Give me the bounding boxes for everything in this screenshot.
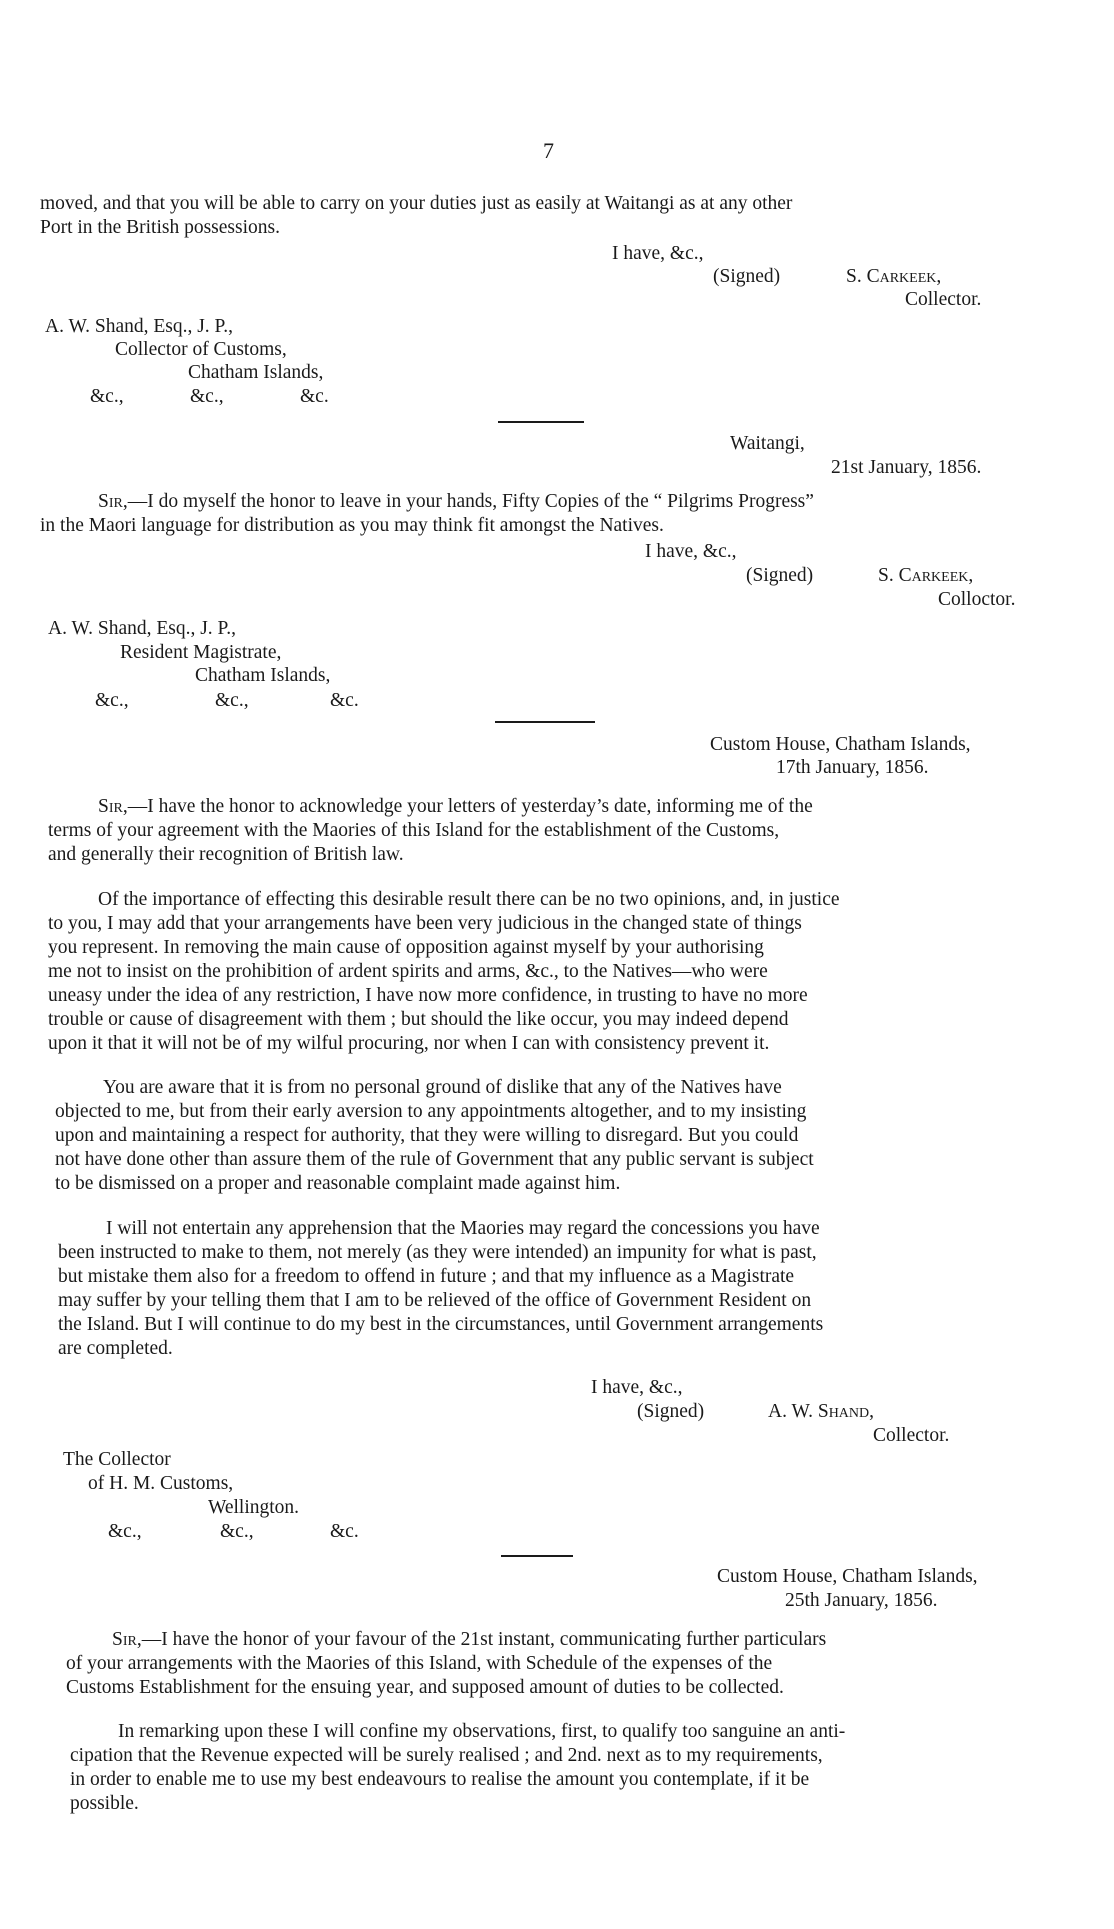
letter3-p3-line-2: objected to me, but from their early aversion to any appointments altogether, and to my insisting xyxy=(55,1101,807,1122)
letter4-date: 25th January, 1856. xyxy=(785,1590,938,1611)
letter3-salutation: Sir, xyxy=(98,796,128,817)
address1-etc-3: &c. xyxy=(300,386,329,407)
address3-etc-2: &c., xyxy=(220,1521,254,1542)
letter2-salutation: Sir, xyxy=(98,491,128,512)
letter3-p2-line-4: me not to insist on the prohibition of ardent spirits and arms, &c., to the Natives—who were xyxy=(48,961,768,982)
address2-etc-2: &c., xyxy=(215,690,249,711)
letter3-p3-line-4: not have done other than assure them of the rule of Government that any public servant is subject xyxy=(55,1149,814,1170)
address1-line-3: Chatham Islands, xyxy=(188,362,324,383)
letter4-p2-line-4: possible. xyxy=(70,1793,139,1814)
letter1-signatory: S. Carkeek, xyxy=(846,266,942,287)
letter2-signed: (Signed) xyxy=(746,565,814,586)
letter2-i-have: I have, &c., xyxy=(645,541,737,562)
letter3-p4-line-6: are completed. xyxy=(58,1338,173,1359)
letter4-p2-line-2: cipation that the Revenue expected will be surely realised ; and 2nd. next as to my requirements, xyxy=(70,1745,823,1766)
continuation-line-2: Port in the British possessions. xyxy=(40,217,280,238)
letter1-i-have: I have, &c., xyxy=(612,243,704,264)
letter3-p1-line-2: terms of your agreement with the Maories of this Island for the establishment of the Customs, xyxy=(48,820,780,841)
letter3-p2-line-7: upon it that it will not be of my wilful procuring, nor when I can with consistency prevent it. xyxy=(48,1033,770,1054)
letter2-body-line-2: in the Maori language for distribution as you may think fit amongst the Natives. xyxy=(40,515,664,536)
address3-line-2: of H. M. Customs, xyxy=(88,1473,234,1494)
letter4-p1-line-2: of your arrangements with the Maories of this Island, with Schedule of the expenses of the xyxy=(66,1653,773,1674)
letter3-p3-line-3: upon and maintaining a respect for authority, that they were willing to disregard. But you could xyxy=(55,1125,799,1146)
letter3-p2-line-5: uneasy under the idea of any restriction, I have now more confidence, in trusting to have no more xyxy=(48,985,808,1006)
letter4-p2-line-1: In remarking upon these I will confine my observations, first, to qualify too sanguine an anti- xyxy=(118,1721,846,1742)
address1-line-1: A. W. Shand, Esq., J. P., xyxy=(45,316,233,337)
letter3-signatory-title: Collector. xyxy=(873,1425,950,1446)
letter3-p4-line-1: I will not entertain any apprehension that the Maories may regard the concessions you have xyxy=(106,1218,820,1239)
address2-line-1: A. W. Shand, Esq., J. P., xyxy=(48,618,236,639)
continuation-line-1: moved, and that you will be able to carry on your duties just as easily at Waitangi as at any other xyxy=(40,193,793,214)
letter4-salutation: Sir, xyxy=(112,1629,142,1650)
address3-line-3: Wellington. xyxy=(208,1497,300,1518)
letter1-signed: (Signed) xyxy=(713,266,781,287)
address2-line-2: Resident Magistrate, xyxy=(120,642,282,663)
letter3-place: Custom House, Chatham Islands, xyxy=(710,734,971,755)
letter4-p1-line-3: Customs Establishment for the ensuing year, and supposed amount of duties to be collected. xyxy=(66,1677,784,1698)
letter4-p2-line-3: in order to enable me to use my best endeavours to realise the amount you contemplate, if it be xyxy=(70,1769,810,1790)
letter3-signatory: A. W. Shand, xyxy=(768,1401,875,1422)
address3-etc-1: &c., xyxy=(108,1521,142,1542)
letter2-date: 21st January, 1856. xyxy=(831,457,982,478)
address2-etc-3: &c. xyxy=(330,690,359,711)
letter3-p4-line-3: but mistake them also for a freedom to offend in future ; and that my influence as a Magistrate xyxy=(58,1266,795,1287)
letter1-signatory-title: Collector. xyxy=(905,289,982,310)
divider-rule-3 xyxy=(501,1555,573,1557)
letter3-p1-line-1 xyxy=(98,795,813,819)
address2-etc-1: &c., xyxy=(95,690,129,711)
letter3-i-have: I have, &c., xyxy=(591,1377,683,1398)
letter3-p1-text-1: —I have the honor to acknowledge your letters of yesterday’s date, informing me of the xyxy=(127,796,813,817)
letter4-p1-text-1: —I have the honor of your favour of the 21st instant, communicating further particulars xyxy=(141,1629,827,1650)
address3-line-1: The Collector xyxy=(63,1449,171,1470)
page-number: 7 xyxy=(543,138,554,163)
letter3-p3-line-5: to be dismissed on a proper and reasonable complaint made against him. xyxy=(55,1173,621,1194)
address1-etc-1: &c., xyxy=(90,386,124,407)
address3-etc-3: &c. xyxy=(330,1521,359,1542)
divider-rule-2 xyxy=(495,721,595,723)
divider-rule-1 xyxy=(498,421,584,423)
letter3-p4-line-4: may suffer by your telling them that I am to be relieved of the office of Government Resident on xyxy=(58,1290,812,1311)
address1-line-2: Collector of Customs, xyxy=(115,339,287,360)
letter3-p3-line-1: You are aware that it is from no personal ground of dislike that any of the Natives have xyxy=(103,1077,782,1098)
letter3-p2-line-1: Of the importance of effecting this desirable result there can be no two opinions, and, in justice xyxy=(98,889,840,910)
letter3-date: 17th January, 1856. xyxy=(776,757,929,778)
letter2-body-line-1 xyxy=(98,490,814,514)
letter3-p2-line-2: to you, I may add that your arrangements have been very judicious in the changed state of things xyxy=(48,913,802,934)
letter4-place: Custom House, Chatham Islands, xyxy=(717,1566,978,1587)
letter3-signed: (Signed) xyxy=(637,1401,705,1422)
letter3-p4-line-2: been instructed to make to them, not merely (as they were intended) an impunity for what is past, xyxy=(58,1242,817,1263)
letter2-place: Waitangi, xyxy=(730,433,805,454)
address2-line-3: Chatham Islands, xyxy=(195,665,331,686)
letter4-p1-line-1 xyxy=(112,1628,826,1652)
address1-etc-2: &c., xyxy=(190,386,224,407)
letter3-p1-line-3: and generally their recognition of British law. xyxy=(48,844,404,865)
letter3-p2-line-3: you represent. In removing the main cause of opposition against myself by your authorising xyxy=(48,937,764,958)
letter3-p4-line-5: the Island. But I will continue to do my best in the circumstances, until Government arrangements xyxy=(58,1314,824,1335)
letter2-signatory: S. Carkeek, xyxy=(878,565,974,586)
letter2-body-text-1: —I do myself the honor to leave in your hands, Fifty Copies of the “ Pilgrims Progress” xyxy=(127,491,814,512)
letter3-p2-line-6: trouble or cause of disagreement with them ; but should the like occur, you may indeed depend xyxy=(48,1009,789,1030)
letter2-signatory-title: Colloctor. xyxy=(938,589,1016,610)
